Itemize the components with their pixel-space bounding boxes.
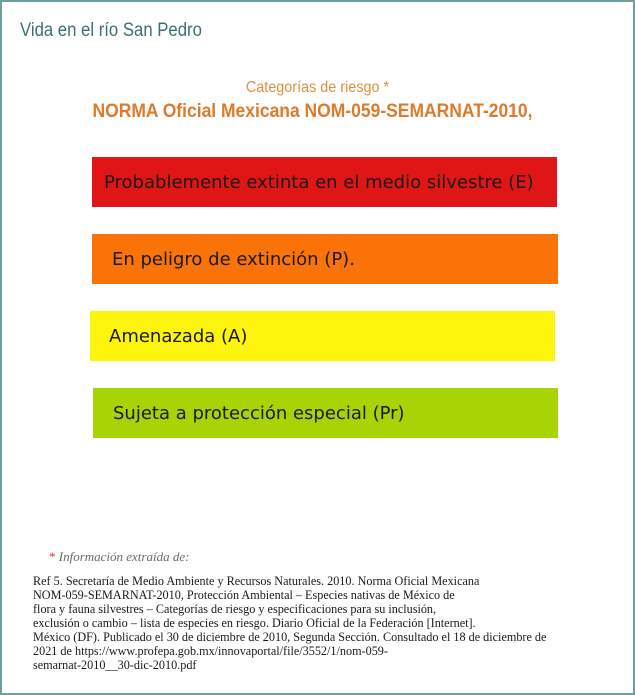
category-label: Amenazada (A) [109,325,248,347]
category-special-protection [93,388,558,438]
reference-citation [33,574,546,672]
source-note-text: Información extraída de: [55,549,190,564]
subtitle-footnote-mark: * [379,79,390,96]
reference-line: semarnat-2010__30-dic-2010.pdf [33,658,197,672]
app-title: Vida en el río San Pedro [20,20,202,41]
reference-line: México (DF). Publicado el 30 de diciembre de 2010, Segunda Sección. Consultado el 18 de diciembre de [33,630,547,644]
reference-line: exclusión o cambio – lista de especies en riesgo. Diario Oficial de la Federación [Internet]. [33,616,476,630]
norma-title: NORMA Oficial Mexicana NOM-059-SEMARNAT-2010, [92,101,533,122]
reference-line: flora y fauna silvestres – Categorías de riesgo y especificaciones para su inclusión, [33,602,437,616]
category-endangered [92,234,558,284]
category-label: En peligro de extinción (P). [112,248,355,270]
reference-line: 2021 de https://www.profepa.gob.mx/innovaportal/file/3552/1/nom-059- [33,644,388,658]
category-label: Probablemente extinta en el medio silvestre (E) [104,171,534,193]
category-extinct-wild [92,157,557,207]
category-label: Sujeta a protección especial (Pr) [113,402,405,424]
category-threatened [90,311,555,361]
subtitle-text: Categorías de riesgo [245,79,380,96]
reference-line: Ref 5. Secretaría de Medio Ambiente y Recursos Naturales. 2010. Norma Oficial Mexicana [33,574,480,588]
asterisk-mark: * [49,549,56,564]
source-note [49,549,189,565]
risk-categories-subtitle [34,79,602,97]
reference-line: NOM-059-SEMARNAT-2010, Protección Ambiental – Especies nativas de México de [33,588,455,602]
